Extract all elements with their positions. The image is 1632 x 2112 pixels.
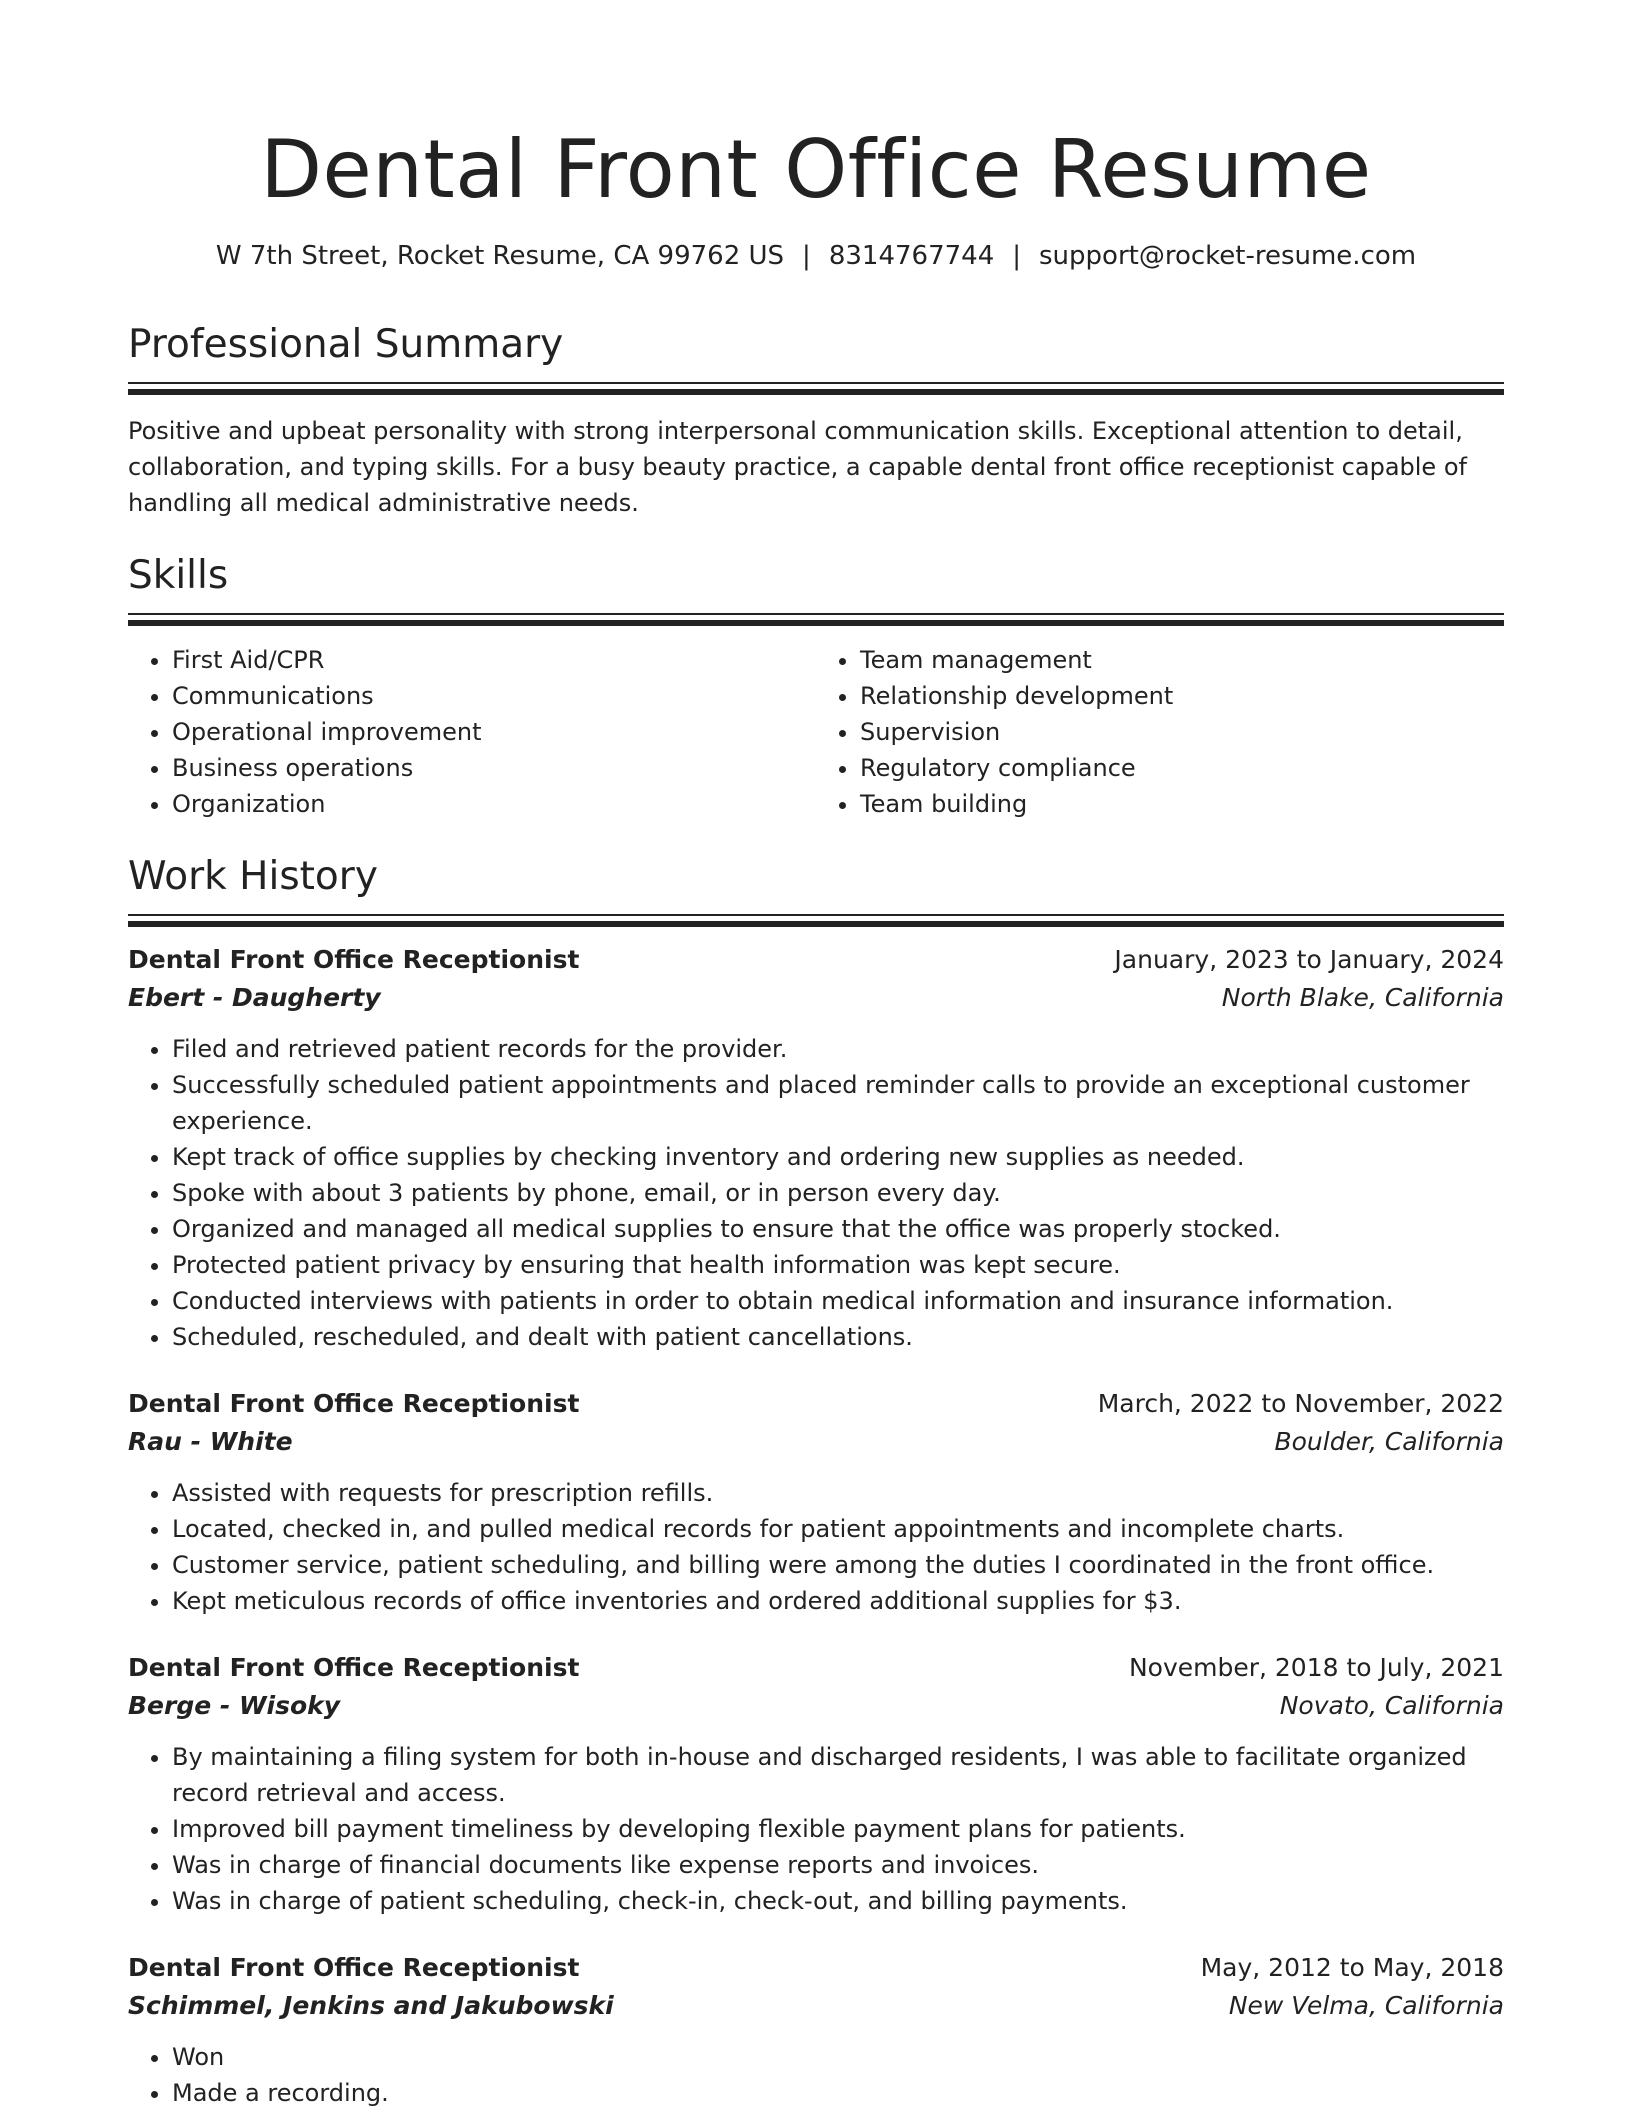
skill-item: • Team management: [860, 642, 1504, 678]
job-company: Ebert - Daugherty: [128, 983, 381, 1012]
contact-address: W 7th Street, Rocket Resume, CA 99762 US: [215, 241, 785, 271]
job-bullet: • Protected patient privacy by ensuring that health information was kept secure.: [172, 1247, 1504, 1283]
job-bullet: • Made a recording.: [172, 2075, 1504, 2111]
job-location: New Velma, California: [1228, 1991, 1504, 2020]
skill-item: • Communications: [172, 678, 816, 714]
job-bullet: • Won: [172, 2039, 1504, 2075]
skill-item: • Operational improvement: [172, 714, 816, 750]
skill-item: • Regulatory compliance: [860, 750, 1504, 786]
job-bullet: • Was in charge of financial documents like expense reports and invoices.: [172, 1847, 1504, 1883]
section-divider: [128, 382, 1504, 395]
job-bullets: [128, 1475, 1504, 1619]
summary-heading: Professional Summary: [128, 322, 564, 367]
job-title: Dental Front Office Receptionist: [128, 1953, 580, 1982]
job-bullet: • Located, checked in, and pulled medical records for patient appointments and incomplete charts.: [172, 1511, 1504, 1547]
skill-item: • Relationship development: [860, 678, 1504, 714]
contact-email: support@rocket-resume.com: [1039, 241, 1417, 271]
summary-section: [128, 320, 1504, 521]
job-title: Dental Front Office Receptionist: [128, 945, 580, 974]
job-entry: [128, 941, 1504, 1355]
job-bullets: [128, 2039, 1504, 2111]
job-subheader: [128, 979, 1504, 1017]
job-header: [128, 1649, 1504, 1687]
job-title: Dental Front Office Receptionist: [128, 1389, 580, 1418]
job-bullet: • Assisted with requests for prescription refills.: [172, 1475, 1504, 1511]
job-location: Boulder, California: [1274, 1427, 1504, 1456]
skills-columns: [128, 642, 1504, 822]
job-bullet: • Spoke with about 3 patients by phone, email, or in person every day.: [172, 1175, 1504, 1211]
job-bullet: • Improved bill payment timeliness by developing flexible payment plans for patients.: [172, 1811, 1504, 1847]
job-dates: January, 2023 to January, 2024: [1114, 945, 1504, 974]
job-bullet: • Conducted interviews with patients in order to obtain medical information and insurance information.: [172, 1283, 1504, 1319]
job-company: Berge - Wisoky: [128, 1691, 341, 1720]
skill-item: • Team building: [860, 786, 1504, 822]
skill-item: • Business operations: [172, 750, 816, 786]
job-location: Novato, California: [1279, 1691, 1504, 1720]
skills-heading: Skills: [128, 553, 229, 598]
skills-section: [128, 551, 1504, 822]
job-header: [128, 941, 1504, 979]
job-bullets: [128, 1739, 1504, 1919]
work-history-heading: Work History: [128, 854, 378, 899]
work-history-section: [128, 852, 1504, 2111]
job-dates: November, 2018 to July, 2021: [1128, 1653, 1504, 1682]
job-title: Dental Front Office Receptionist: [128, 1653, 580, 1682]
job-header: [128, 1385, 1504, 1423]
job-bullet: • Customer service, patient scheduling, and billing were among the duties I coordinated in the front office.: [172, 1547, 1504, 1583]
job-entry: [128, 1649, 1504, 1919]
job-bullet: • Organized and managed all medical supplies to ensure that the office was properly stocked.: [172, 1211, 1504, 1247]
job-bullet: • By maintaining a filing system for both in-house and discharged residents, I was able to facilitate organized record retrieval and access.: [172, 1739, 1504, 1811]
contact-line: [128, 238, 1504, 274]
job-subheader: [128, 1687, 1504, 1725]
job-subheader: [128, 1423, 1504, 1461]
resume-title: Dental Front Office Resume: [260, 123, 1372, 216]
job-location: North Blake, California: [1221, 983, 1504, 1012]
job-bullet: • Filed and retrieved patient records for the provider.: [172, 1031, 1504, 1067]
job-bullet: • Was in charge of patient scheduling, check-in, check-out, and billing payments.: [172, 1883, 1504, 1919]
summary-text: Positive and upbeat personality with strong interpersonal communication skills. Exceptional attention to detail, collaboration, and typing skills. For a busy beauty practice, a capable dental front office receptionist capable of handling all medical administrative needs.: [128, 417, 1467, 517]
job-header: [128, 1949, 1504, 1987]
job-dates: May, 2012 to May, 2018: [1200, 1953, 1504, 1982]
job-dates: March, 2022 to November, 2022: [1097, 1389, 1504, 1418]
section-divider: [128, 914, 1504, 927]
job-company: Schimmel, Jenkins and Jakubowski: [128, 1991, 614, 2020]
job-bullets: [128, 1031, 1504, 1355]
section-divider: [128, 613, 1504, 626]
job-bullet: • Kept meticulous records of office inventories and ordered additional supplies for $3.: [172, 1583, 1504, 1619]
job-company: Rau - White: [128, 1427, 293, 1456]
contact-separator: |: [802, 241, 811, 271]
job-subheader: [128, 1987, 1504, 2025]
job-entry: [128, 1949, 1504, 2111]
job-entry: [128, 1385, 1504, 1619]
skill-item: • Supervision: [860, 714, 1504, 750]
skill-item: • First Aid/CPR: [172, 642, 816, 678]
job-bullet: • Kept track of office supplies by checking inventory and ordering new supplies as needed.: [172, 1139, 1504, 1175]
job-bullet: • Scheduled, rescheduled, and dealt with patient cancellations.: [172, 1319, 1504, 1355]
job-bullet: • Successfully scheduled patient appointments and placed reminder calls to provide an exceptional customer experience.: [172, 1067, 1504, 1139]
skills-left-column: [128, 642, 816, 822]
skills-right-column: [816, 642, 1504, 822]
skill-item: • Organization: [172, 786, 816, 822]
contact-phone: 8314767744: [828, 241, 995, 271]
contact-separator: |: [1012, 241, 1021, 271]
